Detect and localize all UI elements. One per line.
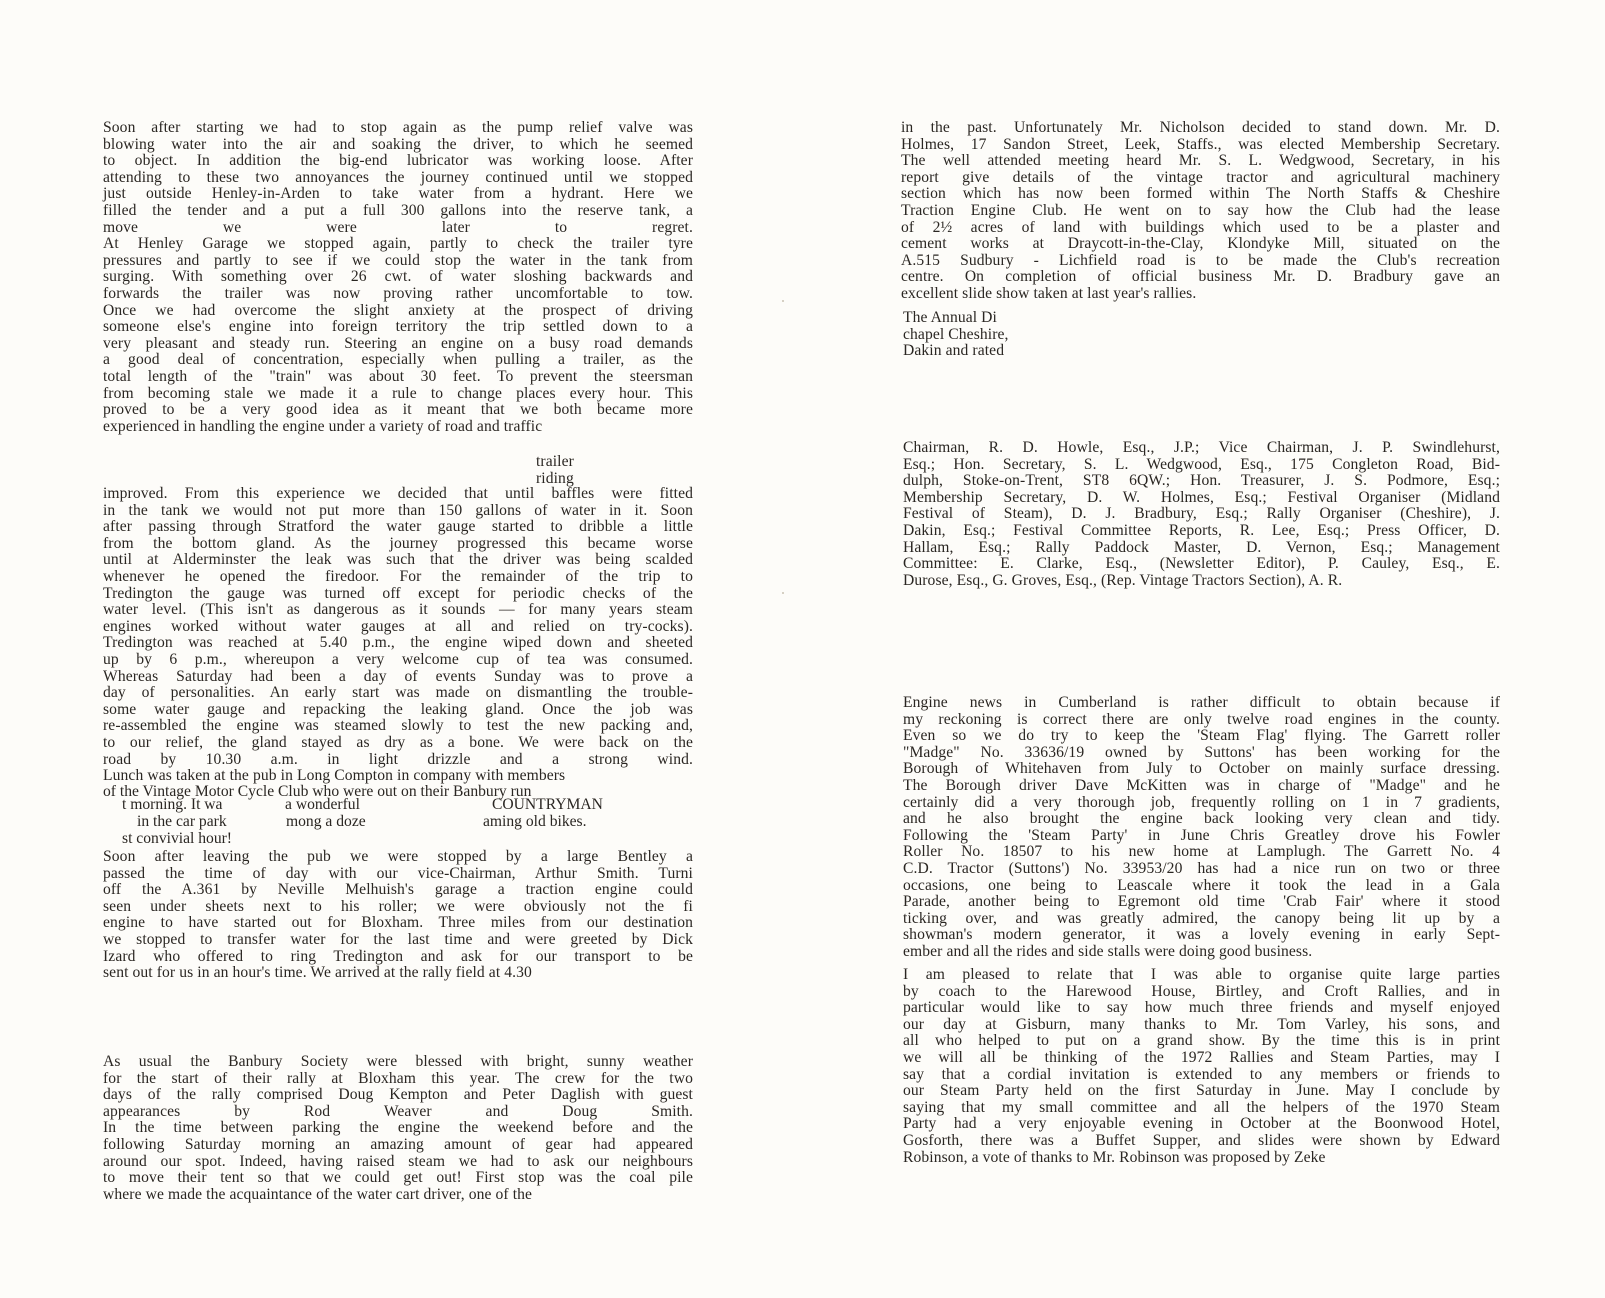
text-line: Izard who offered to ring Tredington and ask for our transport to be (103, 947, 693, 965)
text-fragment: COUNTRYMAN (492, 796, 603, 813)
text-line: our day at Gisburn, many thanks to Mr. Tom Varley, his sons, and (903, 1015, 1500, 1033)
text-fragment-trailer (536, 454, 656, 487)
text-line: centre. On completion of official business Mr. D. Bradbury gave an (901, 268, 1500, 286)
text-line: ticking over, and was greatly admired, the canopy being lit up by a (903, 909, 1500, 927)
text-line: until at Alderminster the leak was such that the driver was being scalded (103, 551, 693, 569)
text-line: blowing water into the air and soaking the driver, to which he seemed (103, 135, 693, 153)
text-line: cement works at Draycott-in-the-Clay, Klondyke Mill, situated on the (901, 235, 1500, 253)
text-line: chapel Cheshire, (903, 325, 1009, 343)
text-block-bloxham-arrival (103, 849, 693, 982)
text-line: In the time between parking the engine the weekend before and the (103, 1119, 693, 1137)
text-line: we stopped to transfer water for the last time and were greeted by Dick (103, 930, 693, 948)
text-line: Lunch was taken at the pub in Long Compton in company with members (103, 767, 566, 785)
text-line: attending to these two annoyances the journey continued until we stopped (103, 168, 693, 186)
text-line: Committee: E. Clarke, Esq., (Newsletter Editor), P. Cauley, Esq., E. (903, 555, 1500, 573)
text-line: Even so we do try to keep the 'Steam Flag' flying. The Garrett roller (903, 727, 1500, 745)
text-block-club-meeting (901, 120, 1500, 303)
text-fragment: mong a doze (286, 813, 366, 830)
text-fragment: t morning. It wa (122, 796, 223, 813)
text-line: appearances by Rod Weaver and Doug Smith. (103, 1102, 693, 1120)
text-line: trailer (536, 453, 574, 470)
text-line: surging. With something over 26 cwt. of water sloshing backwards and (103, 268, 693, 286)
text-line: move we were later to regret. (103, 218, 693, 236)
text-line: A.515 Sudbury - Lichfield road is to be made the Club's recreation (901, 251, 1500, 269)
text-line: section which has now been formed within The North Staffs & Cheshire (901, 185, 1500, 203)
text-line: pressures and partly to see if we could stop the water in the tank from (103, 251, 693, 269)
text-line: Whereas Saturday had been a day of events Sunday was to prove a (103, 667, 693, 685)
text-line: The Annual Di (903, 309, 997, 326)
text-line: riding (536, 469, 574, 487)
text-line: just outside Henley-in-Arden to take water from a hydrant. Here we (103, 185, 693, 203)
text-line: Festival of Steam), D. J. Bradbury, Esq.; Rally Organiser (Cheshire), J. (903, 505, 1500, 523)
text-line: engines worked without water gauges at all and relied on try-cocks). (103, 617, 693, 635)
spine-mark (782, 300, 784, 302)
text-block-officers (903, 440, 1500, 589)
right-page (800, 0, 1605, 1298)
text-line: dulph, Stoke-on-Trent, ST8 6QW.; Hon. Treasurer, J. S. Podmore, Esq.; (903, 472, 1500, 490)
text-line: days of the rally comprised Doug Kempton and Peter Daglish with guest (103, 1086, 693, 1104)
text-line: Gosforth, there was a Buffet Supper, and slides were shown by Edward (903, 1131, 1500, 1149)
text-line: road by 10.30 a.m. in light drizzle and a strong wind. (103, 750, 693, 768)
text-line: proved to be a very good idea as it meant that we both became more (103, 401, 693, 419)
text-line: following Saturday morning an amazing amount of gear had appeared (103, 1135, 693, 1153)
text-line: Hallam, Esq.; Rally Paddock Master, D. Vernon, Esq.; Management (903, 538, 1500, 556)
text-line: passed the time of day with our vice-Chairman, Arthur Smith. Turni (103, 864, 693, 882)
text-line: The Borough driver Dave McKitten was in charge of "Madge" and he (903, 776, 1500, 794)
text-fragment: aming old bikes. (483, 813, 587, 830)
text-line: seen under sheets next to his roller; we were obviously not the fi (103, 897, 693, 915)
text-line: and he also brought the engine back looking very clean and tidy. (903, 810, 1500, 828)
text-line: after passing through Stratford the water gauge started to dribble a little (103, 518, 693, 536)
text-line: of 2½ acres of land with buildings which used to be a plaster and (901, 218, 1500, 236)
text-line: Dakin, Esq.; Festival Committee Reports, R. Lee, Esq.; Press Officer, D. (903, 521, 1500, 539)
text-line: Tredington the gauge was turned off except for periodic checks of the (103, 584, 693, 602)
text-line: say that a cordial invitation is extended to any members or friends to (903, 1065, 1500, 1083)
text-line: Robinson, a vote of thanks to Mr. Robinson was proposed by Zeke (903, 1148, 1326, 1166)
text-line: to object. In addition the big-end lubricator was working loose. After (103, 152, 693, 170)
text-line: re-assembled the engine was steamed slowly to test the new packing and, (103, 717, 693, 735)
text-line: saying that my small committee and all the helpers of the 1970 Steam (903, 1098, 1500, 1116)
text-line: Durose, Esq., G. Groves, Esq., (Rep. Vintage Tractors Section), A. R. (903, 571, 1343, 589)
text-line: Soon after leaving the pub we were stopped by a large Bentley a (103, 848, 693, 865)
text-line: particular would like to say how much three friends and myself enjoyed (903, 999, 1500, 1017)
text-line: occasions, one being to Leascale where it took the lead in a Gala (903, 876, 1500, 894)
text-line: Following the 'Steam Party' in June Chris Greatley drove his Fowler (903, 826, 1500, 844)
text-line: C.D. Tractor (Suttons') No. 33953/20 has had a nice run on two or three (903, 859, 1500, 877)
text-block-rallies (903, 967, 1500, 1166)
text-line: around our spot. Indeed, having raised steam we had to ask our neighbours (103, 1152, 693, 1170)
text-line: excellent slide show taken at last year's rallies. (901, 284, 1197, 302)
text-line: The well attended meeting heard Mr. S. L. Wedgwood, Secretary, in his (901, 152, 1500, 170)
text-line: for the start of their rally at Bloxham this year. The crew for the two (103, 1069, 693, 1087)
text-line: Once we had overcome the slight anxiety at the prospect of driving (103, 301, 693, 319)
text-line: our Steam Party held on the first Saturday in June. May I conclude by (903, 1082, 1500, 1100)
text-block-banbury-rally (103, 1054, 693, 1203)
text-line: Holmes, 17 Sandon Street, Leek, Staffs., was elected Membership Secretary. (901, 135, 1500, 153)
text-line: As usual the Banbury Society were blessed with bright, sunny weather (103, 1053, 693, 1070)
text-fragment: in the car park (137, 813, 227, 830)
text-line: a good deal of concentration, especially when pulling a trailer, as the (103, 351, 693, 369)
text-line: from the bottom gland. As the journey progressed this became worse (103, 534, 693, 552)
text-line: "Madge" No. 33636/19 owned by Suttons' has been working for the (903, 743, 1500, 761)
text-line: engine to have started out for Bloxham. Three miles from our destination (103, 914, 693, 932)
text-line: we will all be thinking of the 1972 Rallies and Steam Parties, may I (903, 1048, 1500, 1066)
text-line: sent out for us in an hour's time. We arrived at the rally field at 4.30 (103, 964, 532, 982)
text-line: Chairman, R. D. Howle, Esq., J.P.; Vice Chairman, J. P. Swindlehurst, (903, 439, 1500, 456)
clipped-text-line: of the Vintage Motor Cycle Club who were out on their Banbury run (103, 783, 532, 800)
text-block-journey (103, 120, 693, 435)
text-line: Traction Engine Club. He went on to say how the Club had the lease (901, 201, 1500, 219)
text-line: where we made the acquaintance of the water cart driver, one of the (103, 1185, 533, 1203)
text-line: Engine news in Cumberland is rather difficult to obtain because if (903, 694, 1500, 711)
text-line: At Henley Garage we stopped again, partly to check the trailer tyre (103, 235, 693, 253)
text-line: Roller No. 18507 to his new home at Lamplugh. The Garrett No. 4 (903, 843, 1500, 861)
text-line: someone else's engine into foreign territory the trip settled down to a (103, 318, 693, 336)
text-line: in the past. Unfortunately Mr. Nicholson decided to stand down. Mr. D. (901, 119, 1500, 136)
text-line: whenever he opened the firedoor. For the remainder of the trip to (103, 567, 693, 585)
text-line: showman's modern generator, it was a lovely evening in early Sept- (903, 926, 1500, 944)
text-line: Esq.; Hon. Secretary, S. L. Wedgwood, Esq., 175 Congleton Road, Bid- (903, 455, 1500, 473)
text-line: report give details of the vintage tractor and agricultural machinery (901, 168, 1500, 186)
text-line: all who helped to put on a grand show. By the time this is in print (903, 1032, 1500, 1050)
text-line: by coach to the Harewood House, Birtley, and Croft Rallies, and in (903, 982, 1500, 1000)
text-block-gauge-leak (103, 486, 693, 785)
text-line: Dakin and rated (903, 342, 1005, 360)
text-line: experienced in handling the engine under a variety of road and traffic (103, 417, 543, 435)
text-line: Party had a very enjoyable evening in October at the Boonwood Hotel, (903, 1115, 1500, 1133)
text-line: Soon after starting we had to stop again as the pump relief valve was (103, 119, 693, 136)
text-line: in the tank we would not put more than 150 gallons of water in it. Soon (103, 501, 693, 519)
text-line: day of personalities. An early start was made on dismantling the trouble- (103, 684, 693, 702)
text-fragment-annual-dinner (903, 310, 1103, 360)
text-line: to move their tent so that we could get out! First stop was the coal pile (103, 1169, 693, 1187)
text-line: improved. From this experience we decided that until baffles were fitted (103, 485, 693, 502)
text-line: from becoming stale we made it a rule to change places every hour. This (103, 384, 693, 402)
text-line: forwards the trailer was now proving rather uncomfortable to tow. (103, 284, 693, 302)
text-line: up by 6 p.m., whereupon a very welcome cup of tea was consumed. (103, 650, 693, 668)
text-line: my reckoning is correct there are only twelve road engines in the county. (903, 710, 1500, 728)
spine-mark (782, 592, 784, 594)
text-line: filled the tender and a put a full 300 gallons into the reserve tank, a (103, 201, 693, 219)
text-block-cumberland-news (903, 695, 1500, 961)
text-line: Borough of Whitehaven from July to October on mainly surface dressing. (903, 760, 1500, 778)
text-line: ember and all the rides and side stalls were doing good business. (903, 942, 1313, 960)
text-line: certainly did a very thorough job, frequently rolling on 1 in 7 gradients, (903, 793, 1500, 811)
text-fragment: a wonderful (285, 796, 360, 813)
text-line: Parade, another being to Egremont old time 'Crab Fair' where it stood (903, 893, 1500, 911)
text-line: water level. (This isn't as dangerous as it sounds — for many years steam (103, 601, 693, 619)
text-fragment: st convivial hour! (122, 830, 233, 847)
text-line: total length of the "train" was about 30 feet. To prevent the steersman (103, 367, 693, 385)
text-line: to our relief, the gland stayed as dry as a bone. We were back on the (103, 733, 693, 751)
text-line: Membership Secretary, D. W. Holmes, Esq.; Festival Organiser (Midland (903, 488, 1500, 506)
text-line: very pleasant and steady run. Steering an engine on a busy road demands (103, 334, 693, 352)
text-line: I am pleased to relate that I was able to organise quite large parties (903, 966, 1500, 983)
left-page (0, 0, 800, 1298)
text-line: off the A.361 by Neville Melhuish's garage a traction engine could (103, 881, 693, 899)
text-line: Tredington was reached at 5.40 p.m., the engine wiped down and sheeted (103, 634, 693, 652)
text-line: some water gauge and repacking the leaking gland. Once the job was (103, 700, 693, 718)
